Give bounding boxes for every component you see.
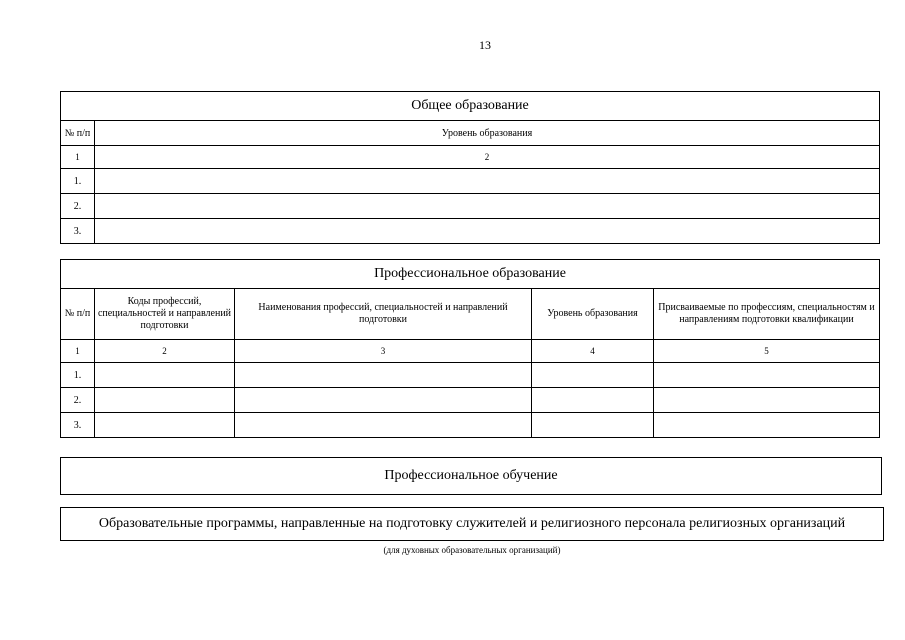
level-cell[interactable] — [532, 388, 654, 413]
religious-programs-note: (для духовных образовательных организаций) — [383, 545, 561, 555]
table-row — [61, 194, 880, 219]
table-row — [61, 219, 880, 244]
names-cell[interactable] — [235, 388, 532, 413]
qualifications-header: Присваиваемые по профессиям, специальностям и направлениям подготовки квалификации — [654, 289, 880, 340]
level-cell[interactable] — [95, 169, 880, 194]
professional-training-title: Профессиональное обучение — [60, 457, 882, 495]
religious-programs-title: Образовательные программы, направленные на подготовку служителей и религиозного персонала религиозных организаций — [60, 507, 884, 541]
general-education-title: Общее образование — [61, 92, 880, 121]
qualifications-cell[interactable] — [654, 413, 880, 438]
level-cell[interactable] — [95, 219, 880, 244]
index-cell: 3 — [235, 340, 532, 363]
table-row — [61, 363, 880, 388]
codes-cell[interactable] — [95, 413, 235, 438]
codes-header: Коды профессий, специальностей и направлений подготовки — [95, 289, 235, 340]
index-cell: 1 — [61, 340, 95, 363]
row-number: 2. — [61, 388, 95, 413]
qualifications-cell[interactable] — [654, 363, 880, 388]
codes-cell[interactable] — [95, 363, 235, 388]
table-row — [61, 169, 880, 194]
row-number: 3. — [61, 413, 95, 438]
professional-education-title: Профессиональное образование — [61, 260, 880, 289]
level-cell[interactable] — [95, 194, 880, 219]
row-number: 3. — [61, 219, 95, 244]
index-cell: 2 — [95, 146, 880, 169]
codes-cell[interactable] — [95, 388, 235, 413]
names-cell[interactable] — [235, 413, 532, 438]
qualifications-cell[interactable] — [654, 388, 880, 413]
general-education-table — [60, 91, 880, 244]
level-header: Уровень образования — [95, 121, 880, 146]
num-header: № п/п — [61, 121, 95, 146]
num-header: № п/п — [61, 289, 95, 340]
index-cell: 2 — [95, 340, 235, 363]
index-cell: 1 — [61, 146, 95, 169]
level-cell[interactable] — [532, 413, 654, 438]
row-number: 1. — [61, 169, 95, 194]
names-cell[interactable] — [235, 363, 532, 388]
professional-education-table — [60, 259, 880, 438]
names-header: Наименования профессий, специальностей и направлений подготовки — [235, 289, 532, 340]
index-cell: 4 — [532, 340, 654, 363]
level-cell[interactable] — [532, 363, 654, 388]
index-cell: 5 — [654, 340, 880, 363]
row-number: 2. — [61, 194, 95, 219]
row-number: 1. — [61, 363, 95, 388]
table-row — [61, 388, 880, 413]
level-header: Уровень образования — [532, 289, 654, 340]
page-number: 13 — [479, 38, 491, 52]
table-row — [61, 413, 880, 438]
